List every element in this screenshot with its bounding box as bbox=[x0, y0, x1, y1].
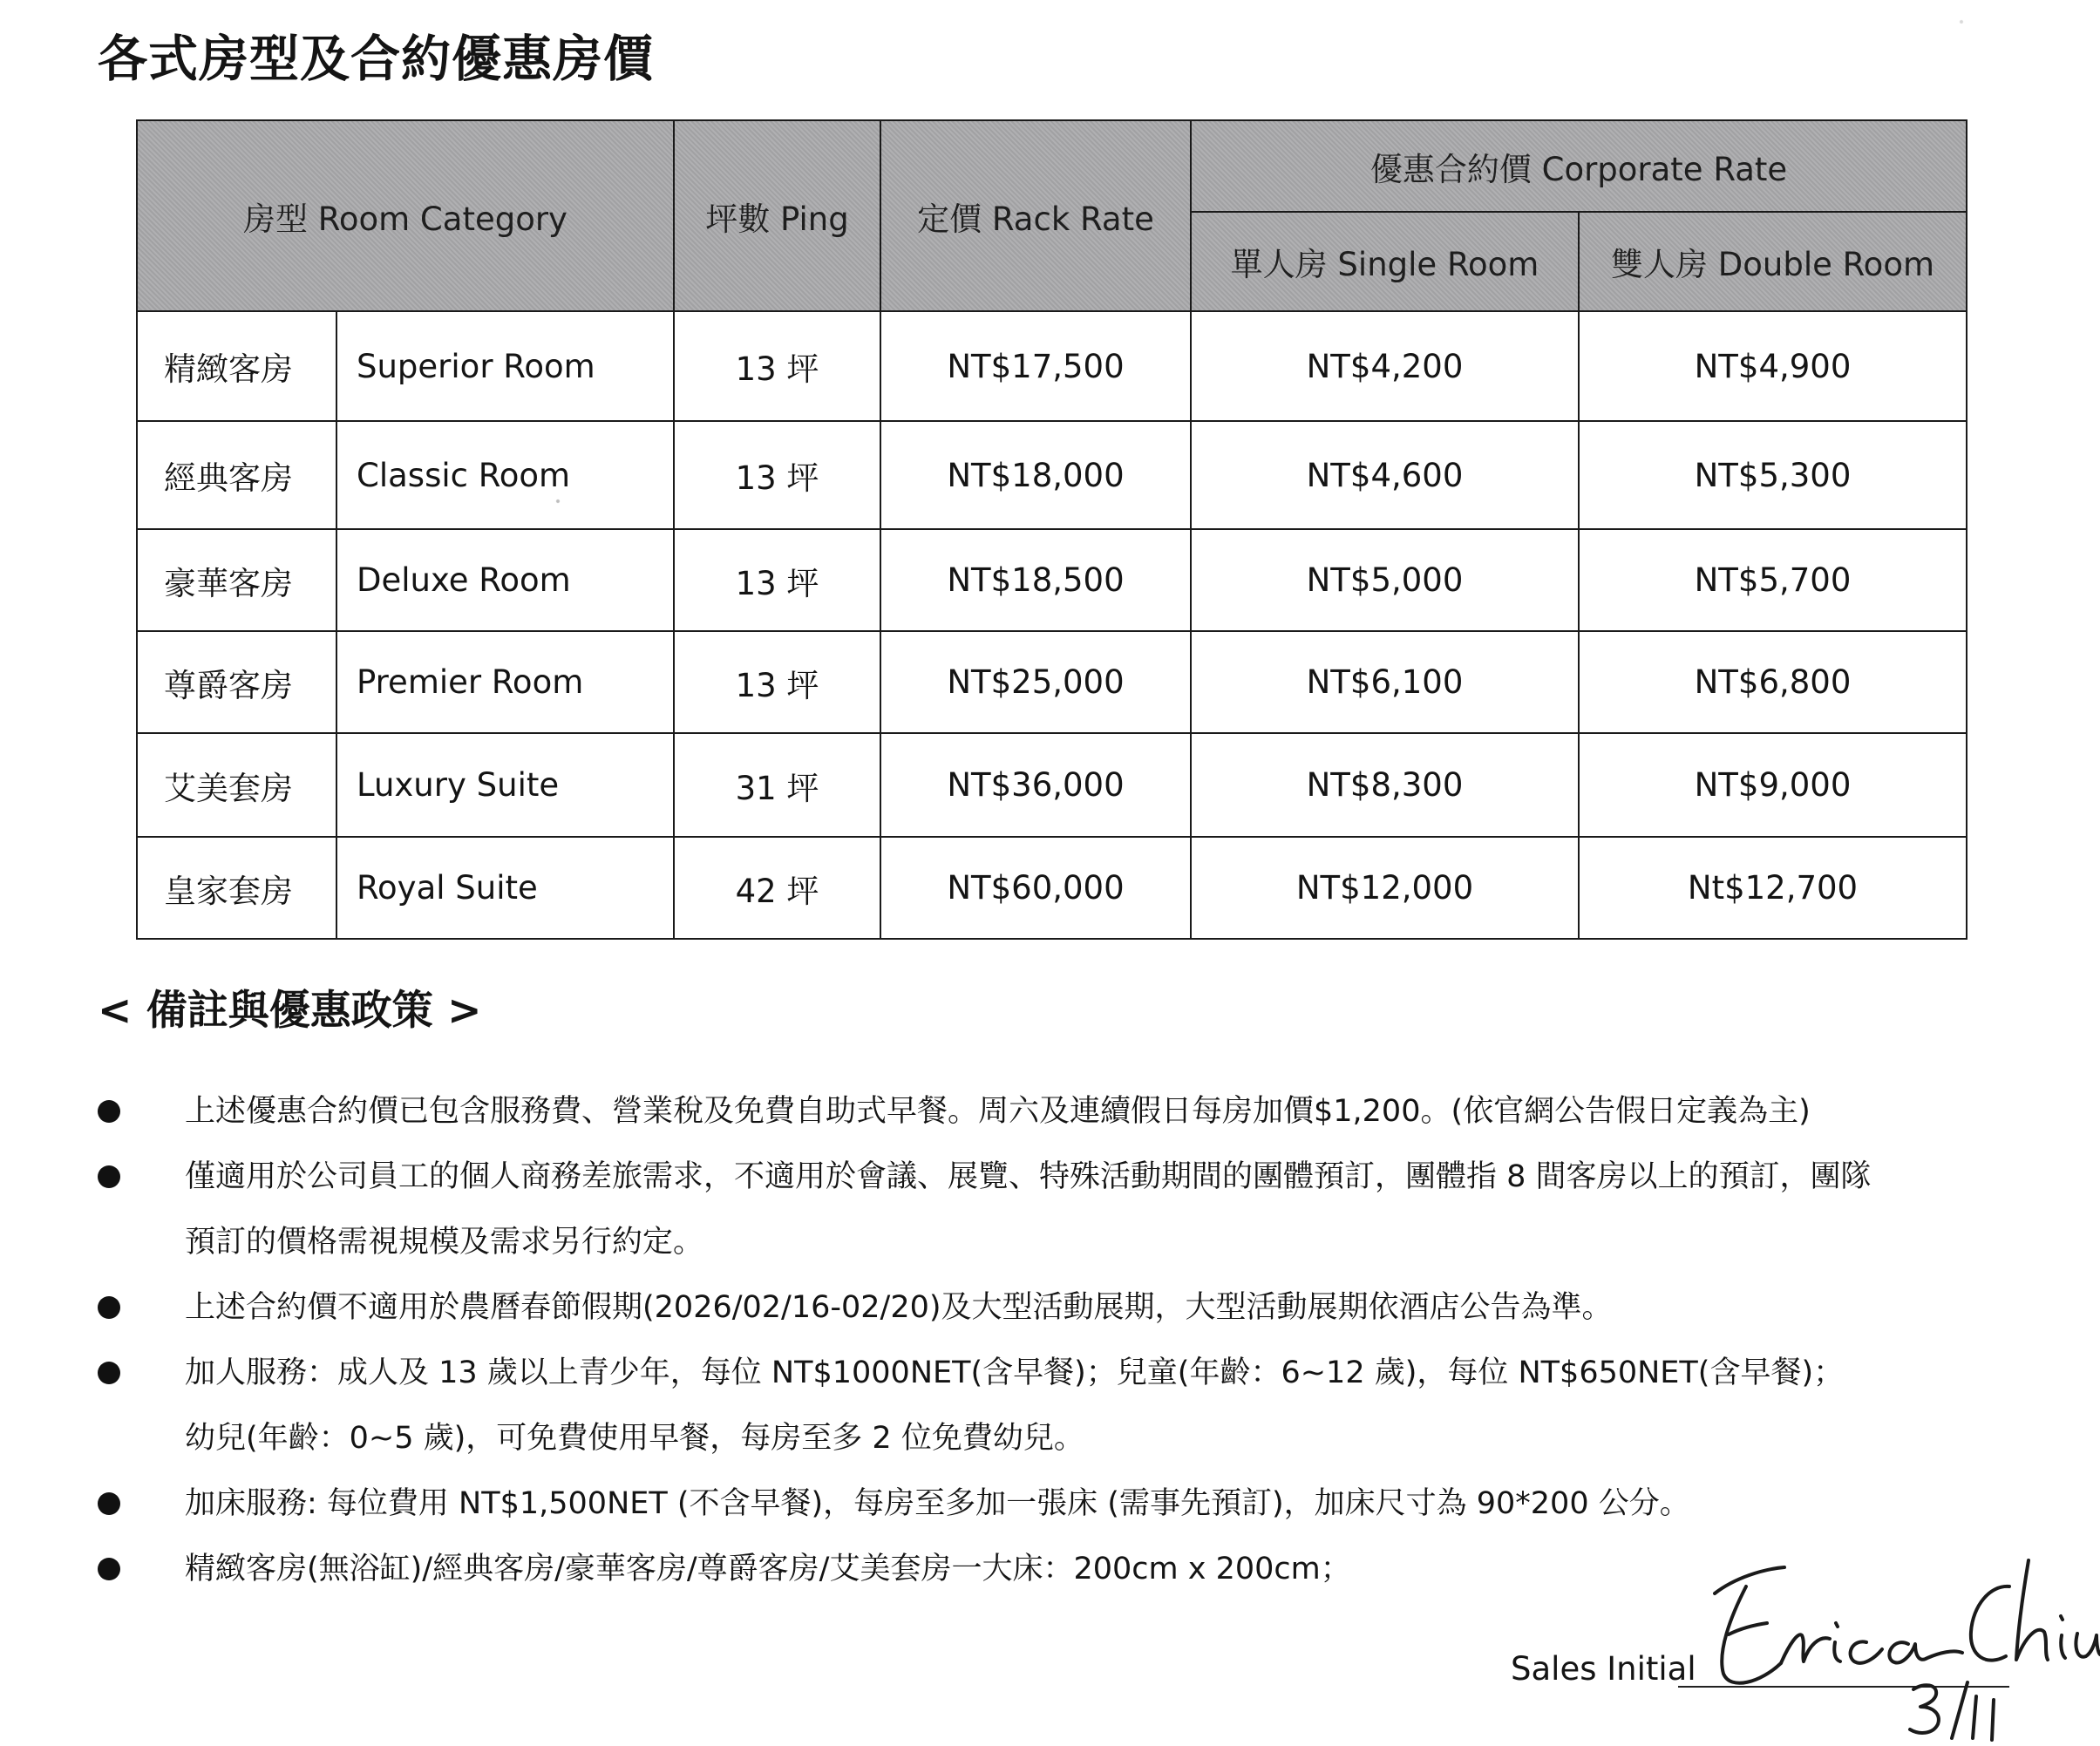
table-row bbox=[137, 311, 1967, 421]
header-ping: 坪數 Ping bbox=[674, 120, 880, 311]
table-row bbox=[137, 733, 1967, 837]
room-ping: 13 坪 bbox=[674, 631, 880, 733]
note-text-continued: 幼兒(年齡：0~5 歲)，可免費使用早餐，每房至多 2 位免費幼兒。 bbox=[185, 1421, 1084, 1456]
note-text: 加人服務：成人及 13 歲以上青少年，每位 NT$1000NET(含早餐)；兒童(年齡：6~12 歲)，每位 NT$650NET(含早餐)； bbox=[185, 1355, 1845, 1390]
rack-rate-value: NT$18,000 bbox=[880, 421, 1191, 529]
list-item bbox=[96, 1145, 2014, 1275]
bullet-icon bbox=[98, 1362, 120, 1384]
double-rate-value: NT$5,300 bbox=[1579, 421, 1967, 529]
header-room-category: 房型 Room Category bbox=[137, 120, 674, 311]
note-text: 上述優惠合約價已包含服務費、營業稅及免費自助式早餐。周六及連續假日每房加價$1,200。(依官網公告假日定義為主) bbox=[185, 1094, 1811, 1129]
note-text: 上述合約價不適用於農曆春節假期(2026/02/16-02/20)及大型活動展期，大型活動展期依酒店公告為準。 bbox=[185, 1290, 1613, 1325]
rack-rate-value: NT$18,500 bbox=[880, 529, 1191, 631]
room-name-en: Royal Suite bbox=[336, 837, 674, 939]
note-text: 僅適用於公司員工的個人商務差旅需求，不適用於會議、展覽、特殊活動期間的團體預訂，團體指 8 間客房以上的預訂，團隊 bbox=[185, 1159, 1872, 1194]
room-ping: 13 坪 bbox=[674, 311, 880, 421]
note-text-continued: 預訂的價格需視規模及需求另行約定。 bbox=[185, 1225, 704, 1260]
single-rate-value: NT$5,000 bbox=[1191, 529, 1579, 631]
rack-rate-value: NT$36,000 bbox=[880, 733, 1191, 837]
single-rate-value: NT$6,100 bbox=[1191, 631, 1579, 733]
table-row bbox=[137, 631, 1967, 733]
rack-rate-value: NT$60,000 bbox=[880, 837, 1191, 939]
single-rate-value: NT$4,600 bbox=[1191, 421, 1579, 529]
header-single-room: 單人房 Single Room bbox=[1191, 212, 1579, 311]
rack-rate-value: NT$25,000 bbox=[880, 631, 1191, 733]
single-rate-value: NT$4,200 bbox=[1191, 311, 1579, 421]
list-item bbox=[96, 1471, 2014, 1537]
list-item bbox=[96, 1341, 2014, 1471]
room-name-zh: 豪華客房 bbox=[137, 529, 336, 631]
double-rate-value: NT$6,800 bbox=[1579, 631, 1967, 733]
room-ping: 13 坪 bbox=[674, 421, 880, 529]
room-name-zh: 艾美套房 bbox=[137, 733, 336, 837]
bullet-icon bbox=[98, 1100, 120, 1123]
table-row bbox=[137, 529, 1967, 631]
room-name-en: Premier Room bbox=[336, 631, 674, 733]
room-name-en: Luxury Suite bbox=[336, 733, 674, 837]
room-name-en: Deluxe Room bbox=[336, 529, 674, 631]
single-rate-value: NT$8,300 bbox=[1191, 733, 1579, 837]
bullet-icon bbox=[98, 1296, 120, 1319]
double-rate-value: NT$4,900 bbox=[1579, 311, 1967, 421]
document-title: 各式房型及合約優惠房價 bbox=[98, 31, 654, 88]
note-text: 精緻客房(無浴缸)/經典客房/豪華客房/尊爵客房/艾美套房一大床：200cm x 200cm； bbox=[185, 1552, 1351, 1586]
note-text: 加床服務: 每位費用 NT$1,500NET (不含早餐)，每房至多加一張床 (需事先預訂)，加床尺寸為 90*200 公分。 bbox=[185, 1486, 1690, 1521]
notes-heading: < 備註與優惠政策 > bbox=[98, 987, 482, 1035]
double-rate-value: NT$5,700 bbox=[1579, 529, 1967, 631]
table-row bbox=[137, 421, 1967, 529]
room-rate-table bbox=[136, 119, 1967, 940]
list-item bbox=[96, 1275, 2014, 1341]
room-name-zh: 尊爵客房 bbox=[137, 631, 336, 733]
header-double-room: 雙人房 Double Room bbox=[1579, 212, 1967, 311]
double-rate-value: Nt$12,700 bbox=[1579, 837, 1967, 939]
room-name-zh: 皇家套房 bbox=[137, 837, 336, 939]
handwritten-signature bbox=[1696, 1552, 2100, 1746]
sales-initial-label: Sales Initial bbox=[1511, 1650, 1696, 1688]
room-ping: 42 坪 bbox=[674, 837, 880, 939]
rack-rate-value: NT$17,500 bbox=[880, 311, 1191, 421]
bullet-icon bbox=[98, 1165, 120, 1188]
room-ping: 31 坪 bbox=[674, 733, 880, 837]
bullet-icon bbox=[98, 1492, 120, 1515]
table-row bbox=[137, 837, 1967, 939]
room-name-en: Superior Room bbox=[336, 311, 674, 421]
room-name-zh: 精緻客房 bbox=[137, 311, 336, 421]
header-rack-rate: 定價 Rack Rate bbox=[880, 120, 1191, 311]
double-rate-value: NT$9,000 bbox=[1579, 733, 1967, 837]
list-item bbox=[96, 1079, 2014, 1145]
room-name-en: Classic Room bbox=[336, 421, 674, 529]
notes-list bbox=[96, 1079, 2014, 1602]
table-header-row bbox=[137, 120, 1967, 212]
room-ping: 13 坪 bbox=[674, 529, 880, 631]
bullet-icon bbox=[98, 1558, 120, 1580]
header-corporate-rate: 優惠合約價 Corporate Rate bbox=[1191, 120, 1967, 212]
single-rate-value: NT$12,000 bbox=[1191, 837, 1579, 939]
room-name-zh: 經典客房 bbox=[137, 421, 336, 529]
